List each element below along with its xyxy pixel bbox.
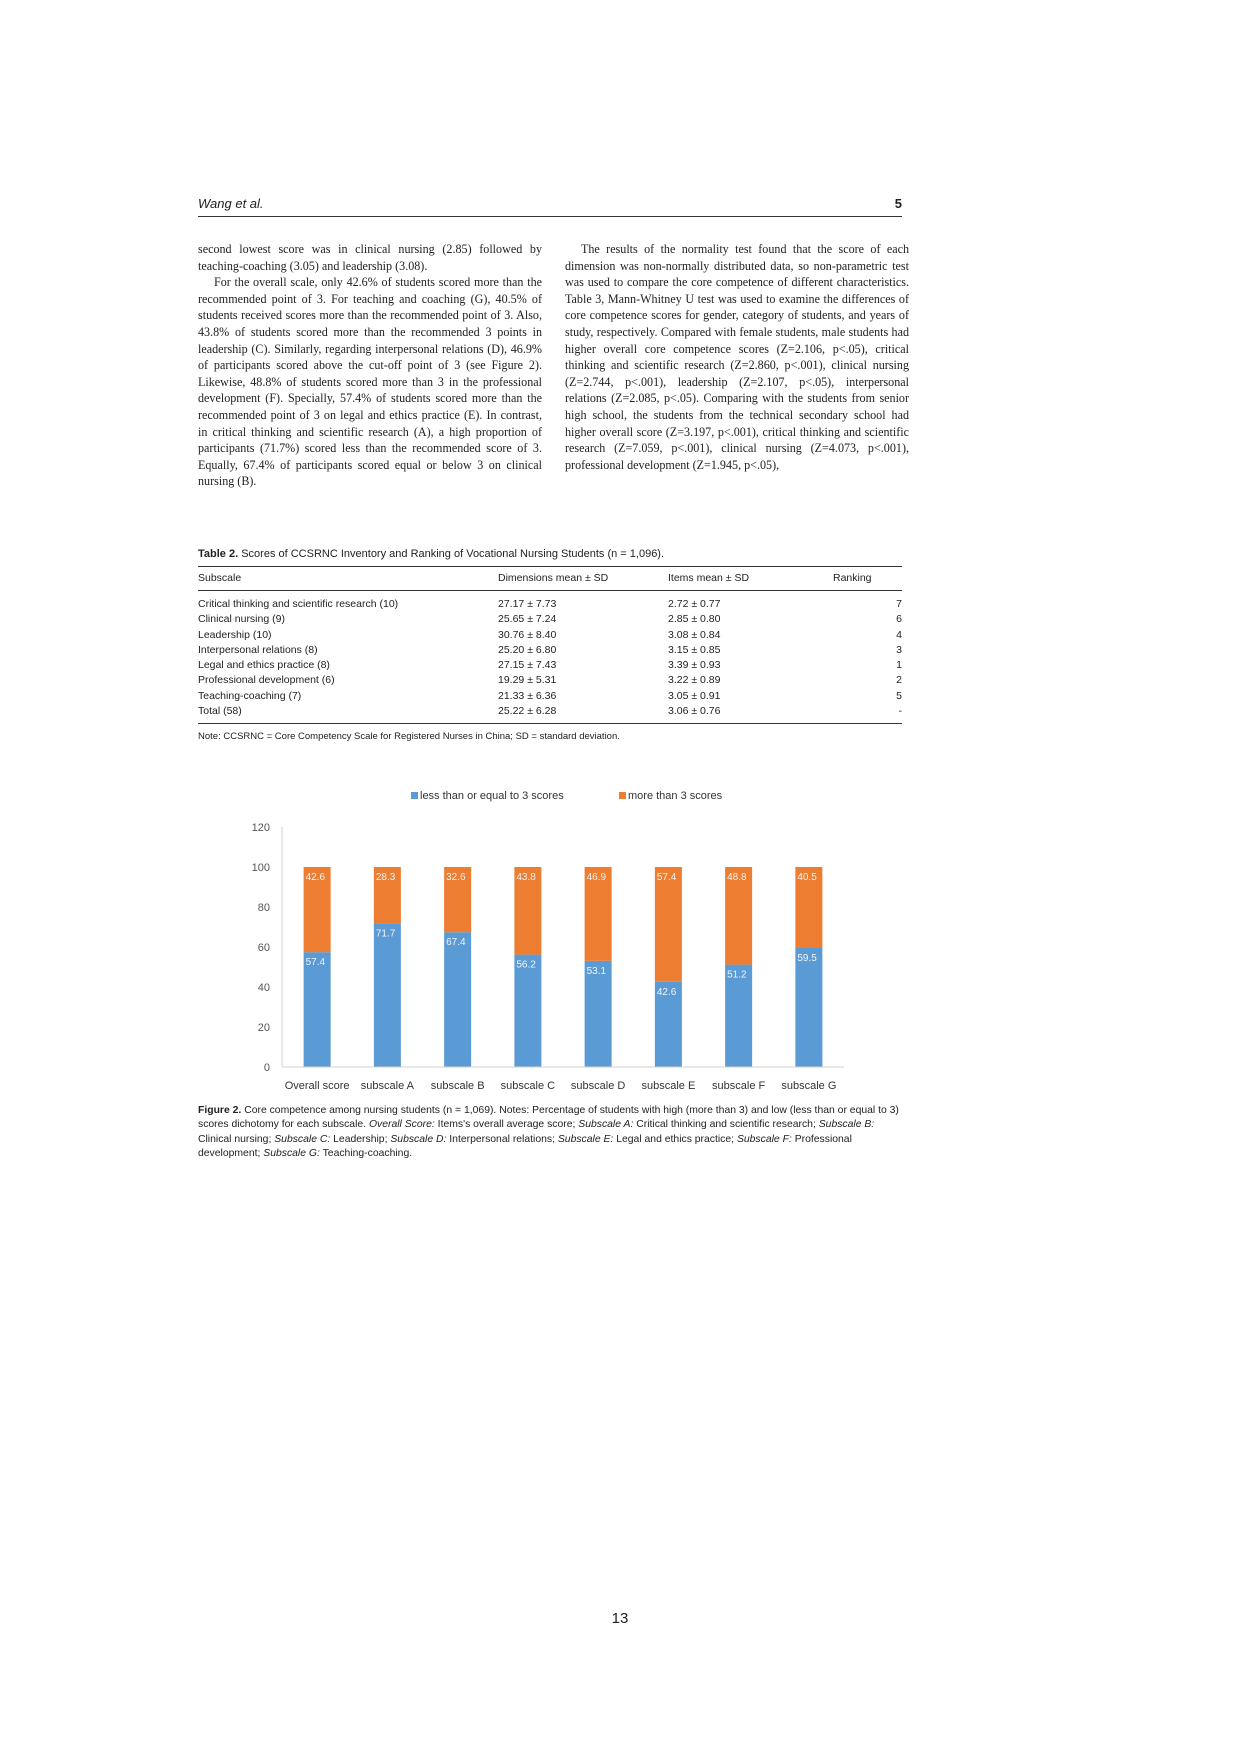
definition-term: Subscale F:: [734, 1133, 792, 1145]
x-tick-label: subscale C: [500, 1080, 556, 1092]
chart-bars: [304, 867, 823, 1067]
running-header-authors: Wang et al.: [198, 196, 264, 211]
x-tick-label: subscale G: [781, 1080, 837, 1092]
definition-term: Subscale D:: [387, 1133, 447, 1145]
table-cell: Clinical nursing (9): [198, 613, 285, 626]
table-row: [198, 612, 902, 627]
table-cell: Professional development (6): [198, 674, 335, 687]
y-tick-label: 80: [257, 902, 270, 914]
table-row: [198, 673, 902, 688]
definition-desc: Legal and ethics practice;: [613, 1133, 735, 1145]
table-cell: 25.65 ± 7.24: [498, 613, 557, 626]
table-header-cell: Subscale: [198, 567, 498, 591]
running-header-page-number: 5: [894, 196, 902, 211]
table-cell: 27.15 ± 7.43: [498, 659, 557, 672]
y-tick-label: 100: [251, 862, 270, 874]
body-column-left: [198, 241, 542, 490]
definition-desc: Items's overall average score;: [434, 1119, 576, 1131]
data-label: 67.4: [446, 937, 466, 949]
table-cell: 1: [896, 659, 902, 672]
table-cell: 27.17 ± 7.73: [498, 598, 557, 610]
table-row: [198, 628, 902, 643]
x-tick-label: subscale A: [360, 1080, 414, 1092]
y-axis: [252, 822, 282, 1074]
table-cell: 3.05 ± 0.91: [668, 689, 721, 702]
body-paragraph: second lowest score was in clinical nursing (2.85) followed by teaching-coaching (3.05) and leadership (3.08).: [198, 242, 542, 273]
definition-term: Subscale B:: [815, 1119, 875, 1131]
table-cell: 30.76 ± 8.40: [498, 628, 557, 641]
table-cell: Interpersonal relations (8): [198, 643, 318, 656]
definition-term: Overall Score:: [368, 1119, 435, 1131]
body-paragraph: For the overall scale, only 42.6% of students scored more than the recommended point of 3. For teaching and coaching (G), 40.5% of students received scores more than the recommended point of 3. Also, 43.8% of students scored more than the recommended 3 points in leadership (C). Similarly, regarding interpersonal relations (D), 46.9% of participants scored above the cut-off point of 3 (see Figure 2). Likewise, 48.8% of students scored more than 3 in the professional development (F). Specially, 57.4% of students scored more than the recommended point of 3 on legal and ethics practice (E). In contrast, in critical thinking and scientific research (A), a high proportion of participants (71.7%) scored less than the recommended score of 3. Equally, 67.4% of participants scored equal or below 3 on clinical nursing (B).: [198, 275, 542, 489]
data-label: 57.4: [656, 872, 677, 883]
table-cell: 25.22 ± 6.28: [498, 704, 668, 724]
table-row: [198, 591, 902, 613]
x-tick-label: subscale F: [712, 1080, 766, 1092]
figure-label: Figure 2.: [198, 1105, 242, 1116]
table-cell: Total (58): [198, 704, 498, 724]
definition-desc: Leadership;: [330, 1133, 388, 1145]
data-label: 42.6: [305, 872, 326, 883]
table-cell: Critical thinking and scientific research (10): [198, 598, 399, 610]
data-label: 42.6: [656, 986, 677, 998]
legend-swatch: [619, 792, 626, 799]
table-row: [198, 643, 902, 658]
figure-caption-text: Core competence among nursing students (n = 1,069). Notes: Percentage of students with high (more than 3) and low (less than or equal to 3) scores dichotomy for each subscale.: [198, 1105, 899, 1131]
data-label: 48.8: [727, 872, 747, 883]
table-title: Scores of CCSRNC Inventory and Ranking of Vocational Nursing Students (n = 1,096).: [241, 548, 665, 560]
data-label: 71.7: [375, 928, 396, 940]
table-cell: Teaching-coaching (7): [198, 689, 302, 702]
y-tick-label: 0: [263, 1062, 270, 1074]
data-label: 40.5: [797, 872, 817, 883]
table-cell: 25.20 ± 6.80: [498, 643, 557, 656]
table-header-cell: Ranking: [833, 567, 902, 591]
chart-legend: [411, 790, 723, 802]
data-label: 53.1: [586, 965, 607, 977]
table-cell: 3: [896, 643, 902, 656]
table-caption: [198, 548, 902, 560]
table-cell: 2.72 ± 0.77: [668, 598, 721, 610]
table-row: [198, 658, 902, 673]
table-cell: 4: [896, 628, 902, 641]
x-tick-label: subscale D: [570, 1080, 626, 1092]
x-tick-label: Overall score: [284, 1080, 350, 1092]
y-tick-label: 20: [257, 1022, 270, 1034]
data-label: 43.8: [516, 872, 536, 883]
table-cell: 3.15 ± 0.85: [668, 643, 721, 656]
bar-segment-low: [514, 955, 541, 1067]
figure-caption: [198, 1104, 904, 1162]
y-tick-label: 120: [251, 822, 270, 834]
definition-term: Subscale C:: [271, 1133, 331, 1145]
table-cell: 5: [896, 689, 902, 702]
x-axis: [282, 1067, 844, 1092]
bar-segment-low: [374, 924, 401, 1067]
running-header: [198, 196, 902, 217]
table-note: Note: CCSRNC = Core Competency Scale for Registered Nurses in China; SD = standard deviation.: [198, 731, 620, 742]
bar-segment-high: [655, 867, 682, 982]
body-paragraph: The results of the normality test found that the score of each dimension was non-normally distributed data, so non-parametric test was used to compare the core competence of different characteristics. Table 3, Mann-Whitney U test was used to examine the differences of core competence scores for gender, category of students, and years of study, respectively. Compared with female students, male students had higher overall core competence scores (Z=2.106, p<.05), critical thinking and scientific research (Z=2.860, p<.001), clinical nursing (Z=2.744, p<.001), leadership (Z=2.107, p<.05), interpersonal relations (Z=2.085, p<.05). Comparing with the students from senior high school, the students from the technical secondary school had higher overall score (Z=3.197, p<.001), critical thinking and scientific research (Z=7.059, p<.001), clinical nursing (Z=4.073, p<.001), professional development (Z=1.945, p<.05),: [565, 242, 909, 472]
table-cell: 2.85 ± 0.80: [668, 613, 721, 626]
table-row: [198, 689, 902, 704]
table-cell: 2: [896, 674, 902, 687]
definition-desc: Teaching-coaching.: [319, 1148, 413, 1160]
table-header-row: [198, 567, 902, 591]
table-header-cell: Items mean ± SD: [668, 567, 833, 591]
x-tick-label: subscale E: [641, 1080, 696, 1092]
table-cell: 3.22 ± 0.89: [668, 674, 721, 687]
stacked-bar-chart: [240, 782, 880, 1102]
table-cell: Leadership (10): [198, 628, 272, 641]
legend-swatch: [411, 792, 418, 799]
body-column-right: [565, 241, 909, 473]
definition-desc: Professional development;: [198, 1133, 852, 1160]
definition-term: Subscale E:: [554, 1133, 614, 1145]
definition-desc: Clinical nursing;: [198, 1133, 272, 1145]
data-label: 57.4: [305, 957, 326, 969]
table-cell: 3.08 ± 0.84: [668, 628, 721, 641]
definition-desc: Interpersonal relations;: [446, 1133, 555, 1145]
scores-table: [198, 566, 902, 724]
table-cell: -: [833, 704, 902, 724]
bar-segment-low: [444, 932, 471, 1067]
data-label: 46.9: [586, 872, 607, 883]
x-tick-label: subscale B: [430, 1080, 485, 1092]
data-label: 59.5: [797, 953, 817, 964]
legend-label: less than or equal to 3 scores: [420, 790, 564, 802]
table-cell: 3.39 ± 0.93: [668, 659, 721, 672]
y-tick-label: 60: [257, 942, 270, 954]
data-label: 32.6: [446, 872, 466, 883]
data-label: 51.2: [727, 969, 747, 981]
table-cell: 7: [896, 598, 902, 610]
bar-segment-low: [304, 952, 331, 1067]
table-cell: 3.06 ± 0.76: [668, 704, 833, 724]
table-cell: 21.33 ± 6.36: [498, 689, 557, 702]
legend-label: more than 3 scores: [628, 790, 723, 802]
page-number: 13: [611, 1610, 629, 1627]
table-cell: Legal and ethics practice (8): [198, 659, 330, 672]
data-label: 28.3: [375, 872, 396, 883]
y-tick-label: 40: [257, 982, 270, 994]
table-header-cell: Dimensions mean ± SD: [498, 567, 668, 591]
table-cell: 6: [896, 613, 902, 626]
data-label: 56.2: [516, 959, 536, 971]
bar-segment-low: [795, 948, 822, 1067]
table-label: Table 2.: [198, 548, 239, 560]
definition-term: Subscale A:: [575, 1119, 634, 1131]
definition-term: Subscale G:: [260, 1148, 320, 1160]
table-row: [198, 704, 902, 724]
table-cell: 19.29 ± 5.31: [498, 674, 557, 687]
definition-desc: Critical thinking and scientific research;: [633, 1119, 816, 1131]
